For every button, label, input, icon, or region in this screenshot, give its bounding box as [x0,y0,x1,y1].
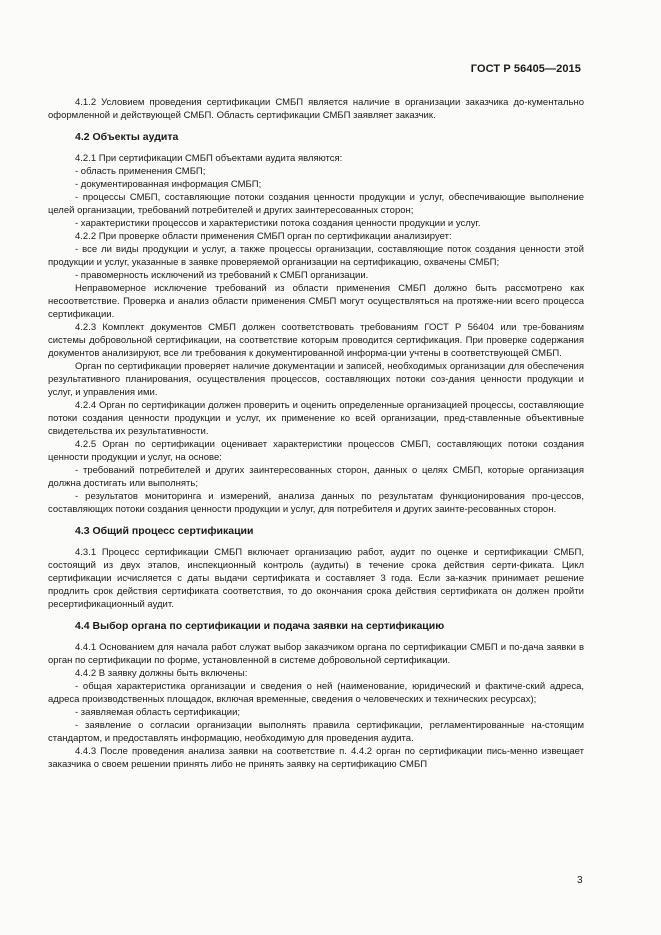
list-item: - процессы СМБП, составляющие потоки создания ценности продукции и услуг, обеспечивающие выполнение целей организации, требований потребителей и других заинтересованных сторон; [48,192,584,216]
paragraph-4-3-1: 4.3.1 Процесс сертификации СМБП включает организацию работ, аудит по оценке и сертификации СМБП, состоящий из двух этапов, инспекционный контроль (аудиты) в течение срока действия серти-фиката. Цикл сертификации исчисляется с даты выдачи сертификата и составляет 3 года. Если за-казчик принимает решение продлить срок действия сертификата соответствия, то до окончания срока действия сертификата он должен пройти ресертификационный аудит. [48,547,584,610]
list-item: - заявляемая область сертификации; [75,707,241,718]
document-body [48,96,584,771]
list-item: - область применения СМБП; [75,166,206,177]
page-number: 3 [577,875,583,886]
paragraph-4-2-3: 4.2.3 Комплект документов СМБП должен соответствовать требованиям ГОСТ Р 56404 или тре-бованиям системы добровольной сертификации, на соответствие которым проводится сертификация. При проверке содержания документов анализируют, все ли требования к документированной информа-ции учтены в соответствующей СМБП. [48,322,584,359]
paragraph-4-1-2: 4.1.2 Условием проведения сертификации СМБП является наличие в организации заказчика до-кументально оформленной и действующей СМБП. Область сертификации СМБП заявляет заказчик. [48,97,584,121]
paragraph-4-2-1: 4.2.1 При сертификации СМБП объектами аудита являются: [75,153,343,164]
paragraph-4-2-2: 4.2.2 При проверке области применения СМБП орган по сертификации анализирует: [75,231,452,242]
paragraph-text: Орган по сертификации проверяет наличие документации и записей, необходимых организации для обеспечения результативного планирования, осуществления процессов, составляющих потоки соз-дания ценности продукции и услуг, и управления ими. [48,361,584,398]
standard-designation: ГОСТ Р 56405—2015 [470,63,581,75]
list-item: - заявление о согласии организации выполнять правила сертификации, регламентированные на-стоящим стандартом, и предоставлять информацию, необходимую для проведения аудита. [48,720,584,744]
list-item: - правомерность исключений из требований к СМБП организации. [75,270,369,281]
section-heading-4-4: 4.4 Выбор органа по сертификации и подача заявки на сертификацию [75,620,445,632]
paragraph-4-2-5: 4.2.5 Орган по сертификации оценивает характеристики процессов СМБП, составляющих потоки создания ценности продукции и услуг, на основе: [48,439,584,463]
section-heading-4-3: 4.3 Общий процесс сертификации [75,525,254,537]
list-item: - документированная информация СМБП; [75,179,262,190]
paragraph-4-4-3: 4.4.3 После проведения анализа заявки на соответствие п. 4.4.2 орган по сертификации пись-менно извещает заказчика о своем решении принять либо не принять заявку на сертификацию СМБП [48,746,584,770]
list-item: - все ли виды продукции и услуг, а также процессы организации, составляющие поток создания ценности этой продукции и услуг, указанные в заявке проверяемой организации на сертификацию, охвачены СМБП; [48,244,584,268]
section-heading-4-2: 4.2 Объекты аудита [75,131,179,143]
list-item: - результатов мониторинга и измерений, анализа данных по результатам функционирования про-цессов, составляющих потоки создания ценности продукции и услуг, для потребителя и других заинте-ресованных сторон. [48,491,584,515]
list-item: - характеристики процессов и характеристики потока создания ценности продукции и услуг. [75,218,481,229]
paragraph-4-2-4: 4.2.4 Орган по сертификации должен проверить и оценить определенные организацией процессы, составляющие потоки создания ценности продукции и услуг, их применение ко всей организации, пред-ставленные объективные свидетельства их результативности. [48,400,584,437]
list-item: - общая характеристика организации и сведения о ней (наименование, юридический и фактиче-ский адреса, адреса производственных площадок, включая временные, сведения о человеческих и технических ресурсах); [48,681,584,705]
paragraph-text: Неправомерное исключение требований из области применения СМБП должно быть рассмотрено как несоответствие. Проверка и анализ области применения СМБП могут осуществляться на протяже-нии всего процесса сертификации. [48,283,584,320]
paragraph-4-4-2: 4.4.2 В заявку должны быть включены: [75,668,248,679]
list-item: - требований потребителей и других заинтересованных сторон, данных о целях СМБП, которые организация должна достигать или выполнять; [48,465,584,489]
paragraph-4-4-1: 4.4.1 Основанием для начала работ служат выбор заказчиком органа по сертификации СМБП и по-дача заявки в орган по сертификации по форме, установленной в системе добровольной сертификации. [48,642,584,666]
